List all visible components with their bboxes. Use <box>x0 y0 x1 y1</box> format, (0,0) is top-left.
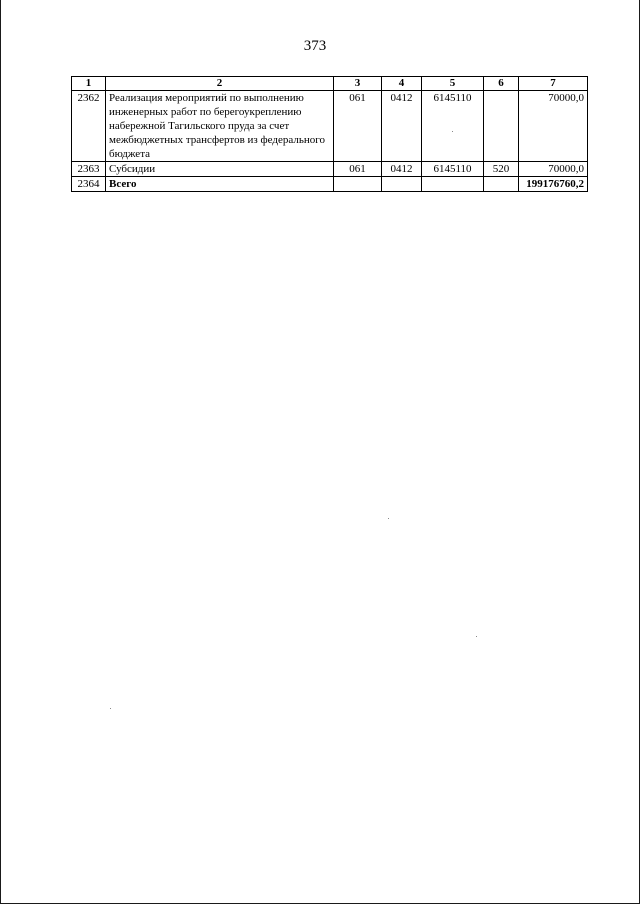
scan-speck <box>476 636 477 637</box>
row-code-6: 520 <box>484 162 519 177</box>
row-description: Реализация мероприятий по выполнению инженерных работ по берегоукреплению набережной Тагильского пруда за счет межбюджетных трансфертов из федерального бюджета <box>106 91 334 162</box>
row-amount: 70000,0 <box>519 91 588 162</box>
row-code-5: 6145110 <box>422 162 484 177</box>
scan-speck <box>388 518 389 519</box>
row-description: Всего <box>106 177 334 192</box>
page-number: 373 <box>303 38 327 54</box>
row-number: 2363 <box>72 162 106 177</box>
row-code-3: 061 <box>334 162 382 177</box>
header-col-6: 6 <box>484 77 519 91</box>
budget-table <box>71 76 588 192</box>
header-col-3: 3 <box>334 77 382 91</box>
row-code-4 <box>382 177 422 192</box>
row-number: 2364 <box>72 177 106 192</box>
scan-speck <box>452 131 453 132</box>
header-col-1: 1 <box>72 77 106 91</box>
row-code-6 <box>484 91 519 162</box>
header-col-7: 7 <box>519 77 588 91</box>
row-amount: 199176760,2 <box>519 177 588 192</box>
scan-speck <box>110 708 111 709</box>
header-col-5: 5 <box>422 77 484 91</box>
row-code-3: 061 <box>334 91 382 162</box>
row-description: Субсидии <box>106 162 334 177</box>
header-col-2: 2 <box>106 77 334 91</box>
row-code-6 <box>484 177 519 192</box>
table-row <box>72 162 588 177</box>
row-code-3 <box>334 177 382 192</box>
row-code-4: 0412 <box>382 162 422 177</box>
row-code-4: 0412 <box>382 91 422 162</box>
total-row <box>72 177 588 192</box>
row-code-5: 6145110 <box>422 91 484 162</box>
header-row <box>72 77 588 91</box>
row-number: 2362 <box>72 91 106 162</box>
row-code-5 <box>422 177 484 192</box>
row-amount: 70000,0 <box>519 162 588 177</box>
header-col-4: 4 <box>382 77 422 91</box>
table-row <box>72 91 588 162</box>
